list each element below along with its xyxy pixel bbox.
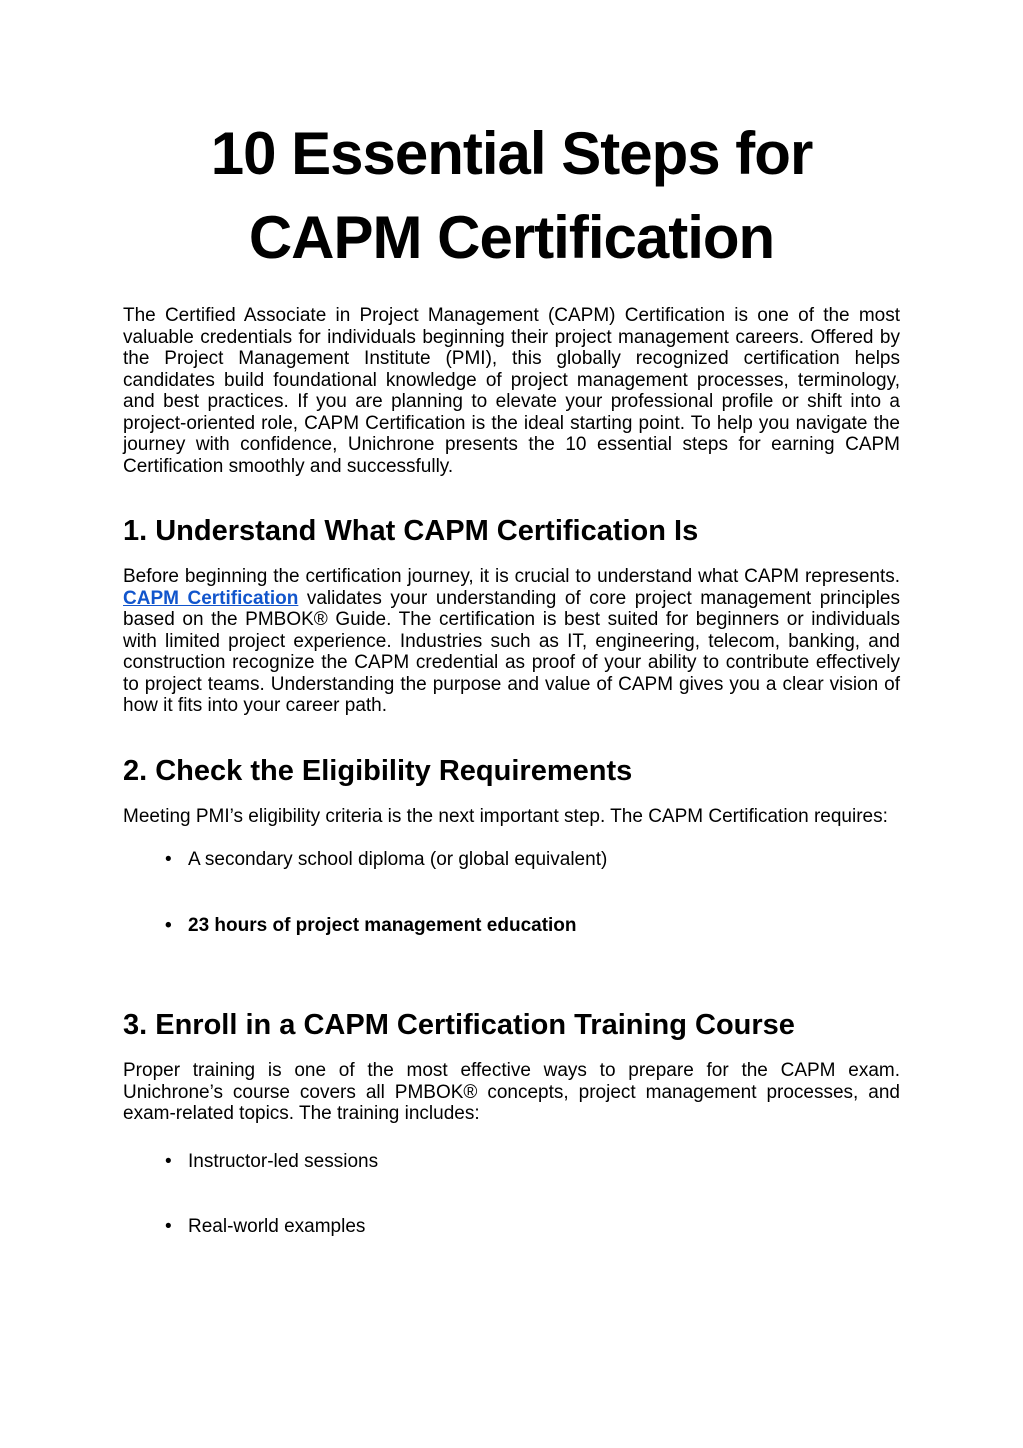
section-2-heading: 2. Check the Eligibility Requirements: [123, 754, 633, 787]
section-1-heading: 1. Understand What CAPM Certification Is: [123, 515, 699, 547]
page-title-line-1: 10 Essential Steps for: [210, 120, 813, 187]
section-3-paragraph: Proper training is one of the most effective ways to prepare for the CAPM exam. Unichrone’s course covers all PMBOK® concepts, project management processes, and exam-related topics. The training includes:: [123, 1060, 900, 1124]
page-title: [123, 112, 900, 280]
section-1-paragraph: [123, 566, 900, 717]
section-3-heading: 3. Enroll in a CAPM Certification Training Course: [123, 1009, 795, 1041]
section-3-bullet-list: [123, 1151, 900, 1238]
bullet-item: • Instructor-led sessions: [165, 1151, 900, 1173]
section-1-text-before-link: Before beginning the certification journey, it is crucial to understand what CAPM represents.: [123, 566, 900, 587]
bullet-item: • A secondary school diploma (or global equivalent): [165, 849, 900, 871]
section-2-bullet-list: [123, 849, 900, 936]
bullet-item: • 23 hours of project management education: [165, 915, 900, 937]
section-2-paragraph: Meeting PMI’s eligibility criteria is the next important step. The CAPM Certification requires:: [123, 805, 888, 827]
capm-certification-link[interactable]: CAPM Certification: [123, 587, 299, 609]
section-1-text-after-link: validates your understanding of core project management principles based on the PMBOK® Guide. The certification is best suited for beginners or individuals with limited project experience. Industries such as IT, engineering, telecom, banking, and construction recognize the CAPM credential as proof of your ability to contribute effectively to project teams. Understanding the purpose and value of CAPM gives you a clear vision of how it fits into your career path.: [123, 587, 900, 716]
intro-paragraph: The Certified Associate in Project Management (CAPM) Certification is one of the most valuable credentials for individuals beginning their project management careers. Offered by the Project Management Institute (PMI), this globally recognized certification helps candidates build foundational knowledge of project management processes, terminology, and best practices. If you are planning to elevate your professional profile or shift into a project-oriented role, CAPM Certification is the ideal starting point. To help you navigate the journey with confidence, Unichrone presents the 10 essential steps for earning CAPM Certification smoothly and successfully.: [123, 305, 900, 477]
bullet-item: • Real-world examples: [165, 1216, 900, 1238]
page-title-line-2: CAPM Certification: [248, 204, 775, 271]
